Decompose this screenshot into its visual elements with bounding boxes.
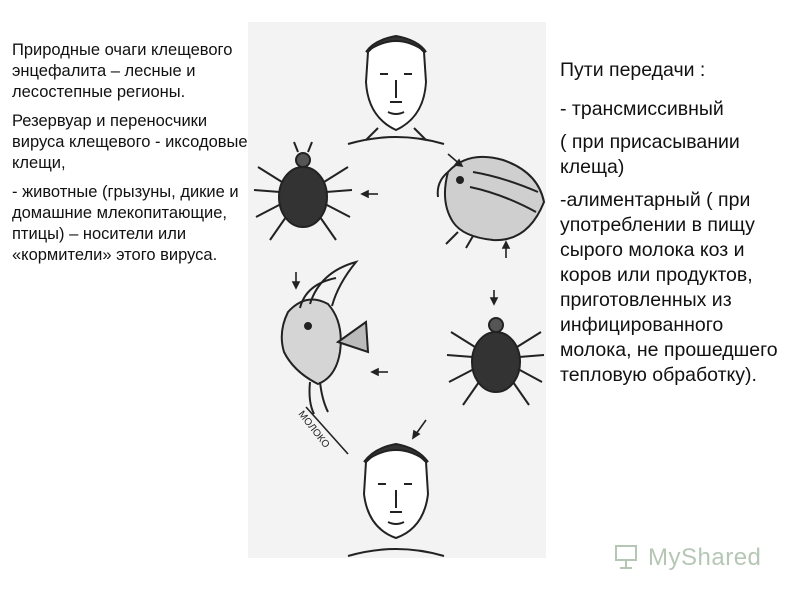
right-text-column [560, 58, 792, 396]
natural-foci-text: Природные очаги клещевого энцефалита – лесные и лесостепные регионы. [12, 41, 233, 101]
human-head-top [348, 36, 444, 144]
tick-top-left [254, 142, 352, 240]
watermark-logo [612, 540, 772, 574]
rodent-figure [438, 157, 544, 248]
carriers-text: - животные (грызуны, дикие и домашние млекопитающие, птицы) – носители или «кормители» этого вируса. [12, 183, 239, 264]
presentation-icon [612, 540, 644, 572]
human-head-bottom [348, 444, 444, 556]
reservoir-text: Резервуар и переносчики вируса клещевого - иксодовые клещи, [12, 112, 248, 172]
route-transmissive: - трансмиссивный [560, 98, 724, 120]
milk-label: МОЛОКО [295, 409, 332, 451]
route-transmissive-note: ( при присасывании клеща) [560, 131, 740, 178]
transmission-cycle-diagram [248, 22, 546, 558]
tick-bottom-right [447, 318, 544, 405]
route-alimentary: -алиментарный ( при употреблении в пищу сырого молока коз и коров или продуктов, приготовленных из инфицированного молока, не прошедшего тепловую обработку). [560, 189, 778, 386]
transmission-title: Пути передачи : [560, 59, 706, 81]
left-text-column [12, 40, 262, 274]
watermark-brand: MyShared [648, 544, 762, 571]
